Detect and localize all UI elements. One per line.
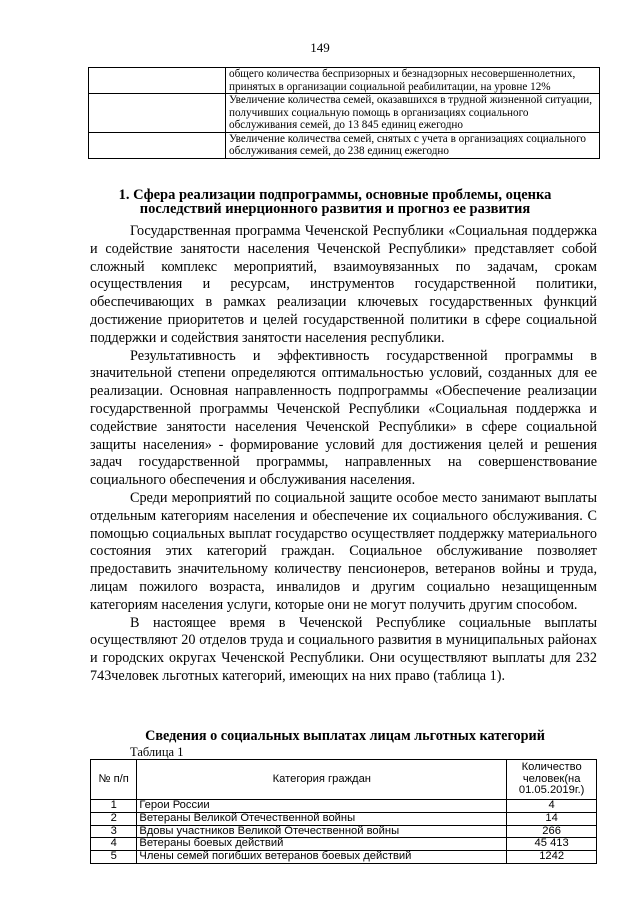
row-count: 266 <box>507 825 597 838</box>
paragraph: Среди мероприятий по социальной защите особое место занимают выплаты отдельным категориям населения и обеспечение их социального обслуживания. С помощью социальных выплат государство осуществляет поддержку материального состояния этих категорий граждан. Социальное обслуживание позволяет предоставить значительному количеству пенсионеров, ветеранов войны и труда, лицам пожилого возраста, инвалидов и другим социально незащищенным категориям населения услуги, которые они не могут получить другим способом. <box>90 489 597 613</box>
row-number: 3 <box>91 825 137 838</box>
row-number: 4 <box>91 838 137 851</box>
row-number: 5 <box>91 851 137 864</box>
row-category: Члены семей погибших ветеранов боевых действий <box>137 851 507 864</box>
table-row <box>91 812 597 825</box>
row-count: 1242 <box>507 851 597 864</box>
table-row <box>89 68 600 94</box>
body-text <box>90 223 597 686</box>
section-heading: 1. Сфера реализации подпрограммы, основные проблемы, оценка последствий инерционного развития и прогноз ее развития <box>118 187 552 217</box>
table-title: Сведения о социальных выплатах лицам льготных категорий <box>145 728 545 744</box>
row-count: 45 413 <box>507 838 597 851</box>
empty-cell <box>89 132 226 158</box>
table-row <box>91 825 597 838</box>
table-header-row <box>91 760 597 800</box>
table-label: Таблица 1 <box>130 745 184 759</box>
table-row <box>89 94 600 133</box>
row-number: 1 <box>91 800 137 813</box>
row-category: Ветераны боевых действий <box>137 838 507 851</box>
table-row <box>89 132 600 158</box>
row-count: 4 <box>507 800 597 813</box>
paragraph: Результативность и эффективность государственной программы в значительной степени определяются оптимальностью условий, созданных для ее реализации. Основная направленность подпрограммы «Обеспечение реализации государственной программы Чеченской Республики «Социальная поддержка и содействие занятости населения Чеченской Республики» в сфере социальной защиты населения» - формирование условий для достижения целей и решения задач государственной программы, направленных на совершенствование социального обеспечения и обслуживания населения. <box>90 347 597 489</box>
column-header-count: Количество человек(на 01.05.2019г.) <box>507 760 597 800</box>
column-header-category: Категория граждан <box>137 760 507 800</box>
benefits-table <box>90 759 597 864</box>
row-count: 14 <box>507 812 597 825</box>
paragraph: В настоящее время в Чеченской Республике социальные выплаты осуществляют 20 отделов труда и социального развития в муниципальных районах и городских округах Чеченской Республики. Они осуществляют выплаты для 232 743человек льготных категорий, имеющих на них право (таблица 1). <box>90 614 597 684</box>
row-category: Герои России <box>137 800 507 813</box>
row-number: 2 <box>91 812 137 825</box>
continuation-table <box>88 67 600 159</box>
column-header-number: № п/п <box>91 760 137 800</box>
table-cell: Увеличение количества семей, оказавшихся в трудной жизненной ситуации, получивших социальную помощь в организациях социального обслуживания семей, до 13 845 единиц ежегодно <box>226 94 600 133</box>
row-category: Вдовы участников Великой Отечественной войны <box>137 825 507 838</box>
empty-cell <box>89 94 226 133</box>
paragraph: Государственная программа Чеченской Республики «Социальная поддержка и содействие занятости населения Чеченской Республики» представляет собой сложный комплекс мероприятий, взаимоувязанных по задачам, срокам осуществления и ресурсам, инструментов государственной политики, обеспечивающих в рамках реализации ключевых государственных функций достижение приоритетов и целей государственной политики в сфере социальной поддержки и содействия занятости населения республики. <box>90 223 597 346</box>
table-cell: Увеличение количества семей, снятых с учета в организациях социального обслуживания семей, до 238 единиц ежегодно <box>226 132 600 158</box>
table-cell: общего количества беспризорных и безнадзорных несовершеннолетних, принятых в организации социальной реабилитации, на уровне 12% <box>226 68 600 94</box>
table-row <box>91 800 597 813</box>
empty-cell <box>89 68 226 94</box>
row-category: Ветераны Великой Отечественной войны <box>137 812 507 825</box>
page-number: 149 <box>310 40 330 55</box>
table-row <box>91 838 597 851</box>
table-row <box>91 851 597 864</box>
